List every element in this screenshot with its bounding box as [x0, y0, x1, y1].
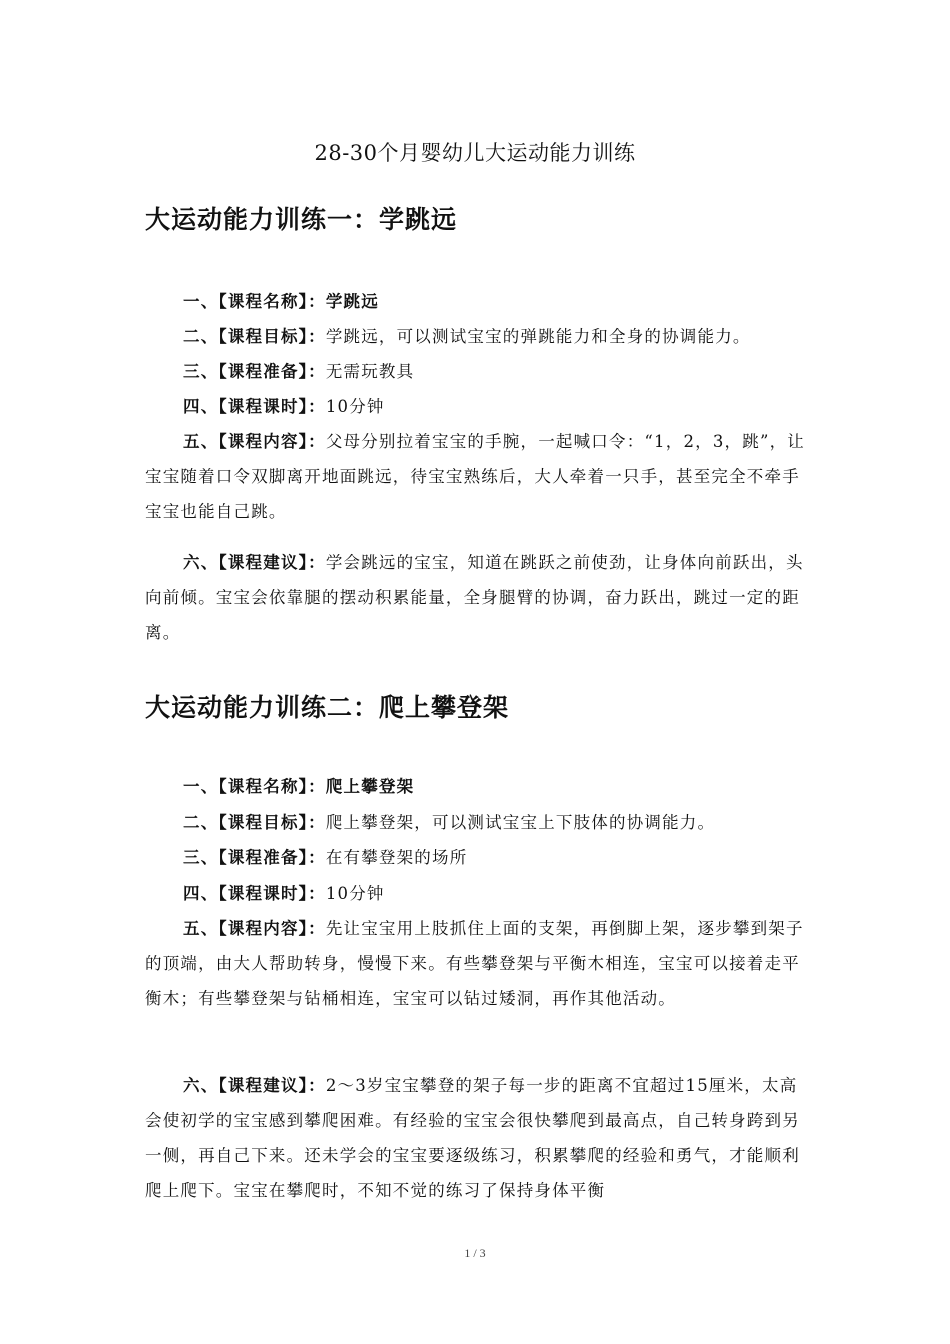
- item-value: 无需玩教具: [325, 362, 415, 381]
- item-label: 二、【课程目标】：: [183, 327, 326, 346]
- course-duration-item: [145, 876, 815, 911]
- item-value: 爬上攀登架，可以测试宝宝上下肢体的协调能力。: [325, 813, 716, 832]
- course-name-item: [145, 284, 815, 319]
- course-content-item: [145, 424, 815, 529]
- item-label: 四、【课程课时】：: [183, 884, 326, 903]
- course-advice-item: [145, 1068, 815, 1208]
- course-duration-item: [145, 389, 815, 424]
- item-value: 在有攀登架的场所: [325, 848, 468, 867]
- course-prep-item: [145, 840, 815, 875]
- item-label: 一、【课程名称】：: [183, 777, 326, 796]
- item-label: 五、【课程内容】：: [183, 919, 326, 938]
- course-content-item: [145, 911, 815, 1016]
- item-label: 一、【课程名称】：: [183, 292, 326, 311]
- course-advice-item: [145, 545, 815, 650]
- item-value: 10分钟: [325, 397, 385, 416]
- document-title: 28-30个月婴幼儿大运动能力训练: [314, 141, 636, 165]
- item-label: 六、【课程建议】：: [183, 553, 326, 572]
- item-value: 先让宝宝用上肢抓住上面的支架，再倒脚上架，逐步攀到架子的顶端，由大人帮助转身，慢慢下来。有些攀登架与平衡木相连，宝宝可以接着走平衡木；有些攀登架与钻桶相连，宝宝可以钻过矮洞，再作其他活动。: [145, 919, 804, 1008]
- course-goal-item: [145, 805, 815, 840]
- item-value: 爬上攀登架: [325, 777, 415, 796]
- item-label: 五、【课程内容】：: [183, 432, 326, 451]
- course-prep-item: [145, 354, 815, 389]
- section-heading-2: 大运动能力训练二：爬上攀登架: [145, 693, 510, 722]
- section-heading-1: 大运动能力训练一：学跳远: [145, 205, 458, 234]
- item-value: 学跳远: [325, 292, 379, 311]
- item-label: 三、【课程准备】：: [183, 362, 326, 381]
- item-value: 学会跳远的宝宝，知道在跳跃之前使劲，让身体向前跃出，头向前倾。宝宝会依靠腿的摆动积累能量，全身腿臂的协调，奋力跃出，跳过一定的距离。: [145, 553, 804, 642]
- course-goal-item: [145, 319, 815, 354]
- item-label: 三、【课程准备】：: [183, 848, 326, 867]
- item-label: 二、【课程目标】：: [183, 813, 326, 832]
- course-name-item: [145, 769, 815, 804]
- item-label: 六、【课程建议】：: [183, 1076, 326, 1095]
- item-value: 父母分别拉着宝宝的手腕，一起喊口令：“1，2，3，跳”，让宝宝随着口令双脚离开地面跳远，待宝宝熟练后，大人牵着一只手，甚至完全不牵手宝宝也能自己跳。: [145, 432, 805, 521]
- item-label: 四、【课程课时】：: [183, 397, 326, 416]
- item-value: 10分钟: [325, 884, 385, 903]
- item-value: 2～3岁宝宝攀登的架子每一步的距离不宜超过15厘米，太高会使初学的宝宝感到攀爬困难。有经验的宝宝会很快攀爬到最高点，自己转身跨到另一侧，再自己下来。还未学会的宝宝要逐级练习，积累攀爬的经验和勇气，才能顺利爬上爬下。宝宝在攀爬时，不知不觉的练习了保持身体平衡: [145, 1076, 800, 1200]
- page-number: 1 / 3: [464, 1246, 486, 1260]
- item-value: 学跳远，可以测试宝宝的弹跳能力和全身的协调能力。: [325, 327, 751, 346]
